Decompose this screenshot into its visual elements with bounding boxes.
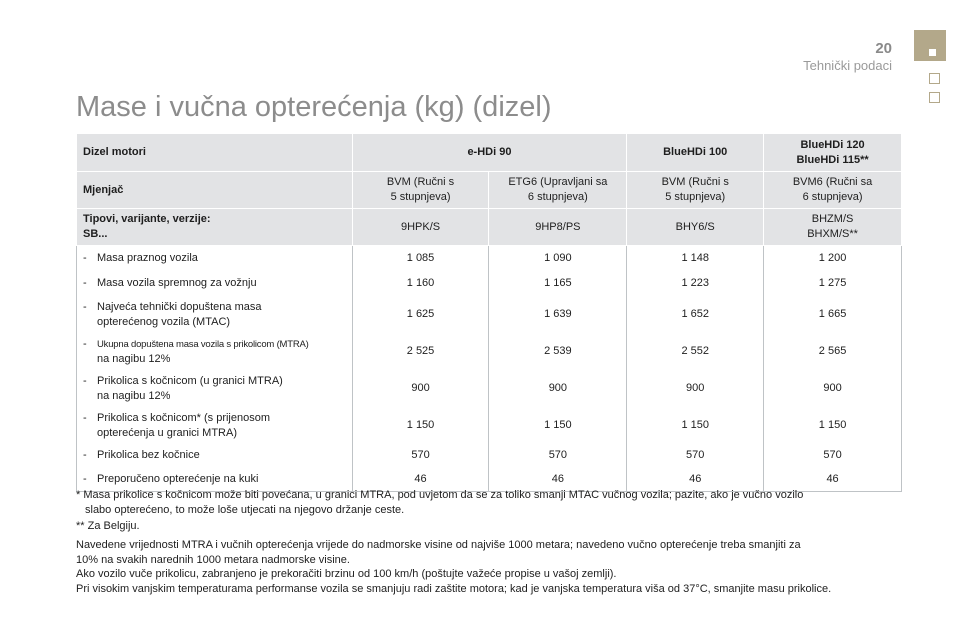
value-cell: 1 085: [352, 246, 489, 272]
row-label: - Prikolica bez kočnice: [77, 444, 353, 468]
footnote-belgium: ** Za Belgiju.: [76, 520, 140, 532]
row-label: - Masa vozila spremnog za vožnju: [77, 272, 353, 296]
value-cell: 1 148: [627, 246, 764, 272]
row-label: - Prikolica s kočnicom (u granici MTRA) na nagibu 12%: [77, 370, 353, 408]
value-cell: 1 639: [489, 296, 627, 334]
row-label: - Najveća tehnički dopuštena masa opterećenog vozila (MTAC): [77, 296, 353, 334]
gearbox-cell: BVM (Ručni s 5 stupnjeva): [627, 172, 764, 209]
value-cell: 570: [489, 444, 627, 468]
gearbox-label: Mjenjač: [77, 172, 353, 209]
value-cell: 1 150: [627, 408, 764, 444]
value-cell: 900: [352, 370, 489, 408]
engine-bluehdi120-name: BlueHDi 120: [800, 138, 865, 151]
row-label: - Preporučeno opterećenje na kuki: [77, 468, 353, 492]
chapter-tab-active[interactable]: [914, 30, 946, 61]
footnote-mtra: * Masa prikolice s kočnicom može biti povećana, u granici MTRA, pod uvjetom da se za toliko smanji MTAC vučnog vozila; pazite, ako je vučno vozilo slabo opterećeno, to može loše utjecati na njegovo držanje ceste.: [76, 489, 804, 516]
value-cell: 1 665: [764, 296, 902, 334]
engine-bluehdi120: [764, 134, 902, 172]
gearbox-cell: BVM (Ručni s 5 stupnjeva): [352, 172, 489, 209]
value-cell: 2 525: [352, 334, 489, 370]
value-cell: 1 150: [764, 408, 902, 444]
page-title: Mase i vučna opterećenja (kg) (dizel): [76, 91, 552, 123]
table-row: [77, 444, 902, 468]
row-label: - Prikolica s kočnicom* (s prijenosom opterećenja u granici MTRA): [77, 408, 353, 444]
type-cell: 9HPK/S: [352, 209, 489, 246]
table-row: [77, 246, 902, 272]
value-cell: 570: [352, 444, 489, 468]
types-row: [77, 209, 902, 246]
chapter-tab[interactable]: [929, 73, 940, 84]
type-cell: 9HP8/PS: [489, 209, 627, 246]
engine-bluehdi115-name: BlueHDi 115**: [796, 153, 869, 166]
value-cell: 1 200: [764, 246, 902, 272]
row-label: - Ukupna dopuštena masa vozila s prikolicom (MTRA) na nagibu 12%: [77, 334, 353, 370]
value-cell: 1 090: [489, 246, 627, 272]
value-cell: 1 150: [489, 408, 627, 444]
gearbox-cell: ETG6 (Upravljani sa 6 stupnjeva): [489, 172, 627, 209]
square-icon: [929, 49, 936, 56]
value-cell: 1 150: [352, 408, 489, 444]
value-cell: 900: [489, 370, 627, 408]
row-label: - Masa praznog vozila: [77, 246, 353, 272]
value-cell: 2 565: [764, 334, 902, 370]
weights-table: [76, 133, 902, 492]
gearbox-row: [77, 172, 902, 209]
value-cell: 1 275: [764, 272, 902, 296]
chapter-tab[interactable]: [929, 92, 940, 103]
table-row: [77, 408, 902, 444]
value-cell: 900: [627, 370, 764, 408]
notes-paragraph: Navedene vrijednosti MTRA i vučnih opterećenja vrijede do nadmorske visine od najviše 1000 metara; navedeno vučno opterećenje treba smanjiti za 10% na svakih narednih 1000 metara nadmorske visine. Ako vozilo vuče prikolicu, zabranjeno je prekoračiti brzinu od 100 km/h (poštujte važeće propise u vašoj zemlji). Pri visokim vanjskim temperaturama performanse vozila se smanjuju radi zaštite motora; kad je vanjska temperatura viša od 37°C, smanjite masu prikolice.: [76, 539, 832, 595]
value-cell: 1 165: [489, 272, 627, 296]
engines-row: [77, 134, 902, 172]
value-cell: 1 223: [627, 272, 764, 296]
value-cell: 1 160: [352, 272, 489, 296]
engine-bluehdi100: BlueHDi 100: [627, 134, 764, 172]
table-row: [77, 370, 902, 408]
table-row: [77, 272, 902, 296]
gearbox-cell: BVM6 (Ručni sa 6 stupnjeva): [764, 172, 902, 209]
value-cell: 46: [352, 468, 489, 492]
type-cell: BHY6/S: [627, 209, 764, 246]
section-title: Tehnički podaci: [803, 58, 892, 73]
page-number: 20: [875, 40, 892, 57]
value-cell: 2 539: [489, 334, 627, 370]
table-row: [77, 334, 902, 370]
value-cell: 46: [764, 468, 902, 492]
value-cell: 570: [764, 444, 902, 468]
value-cell: 1 625: [352, 296, 489, 334]
value-cell: 570: [627, 444, 764, 468]
engine-ehdi90: e-HDi 90: [352, 134, 627, 172]
value-cell: 900: [764, 370, 902, 408]
types-label: Tipovi, varijante, verzije: SB...: [77, 209, 353, 246]
type-cell: BHZM/S BHXM/S**: [764, 209, 902, 246]
value-cell: 46: [627, 468, 764, 492]
value-cell: 46: [489, 468, 627, 492]
value-cell: 1 652: [627, 296, 764, 334]
engines-label: Dizel motori: [77, 134, 353, 172]
value-cell: 2 552: [627, 334, 764, 370]
table-row: [77, 296, 902, 334]
